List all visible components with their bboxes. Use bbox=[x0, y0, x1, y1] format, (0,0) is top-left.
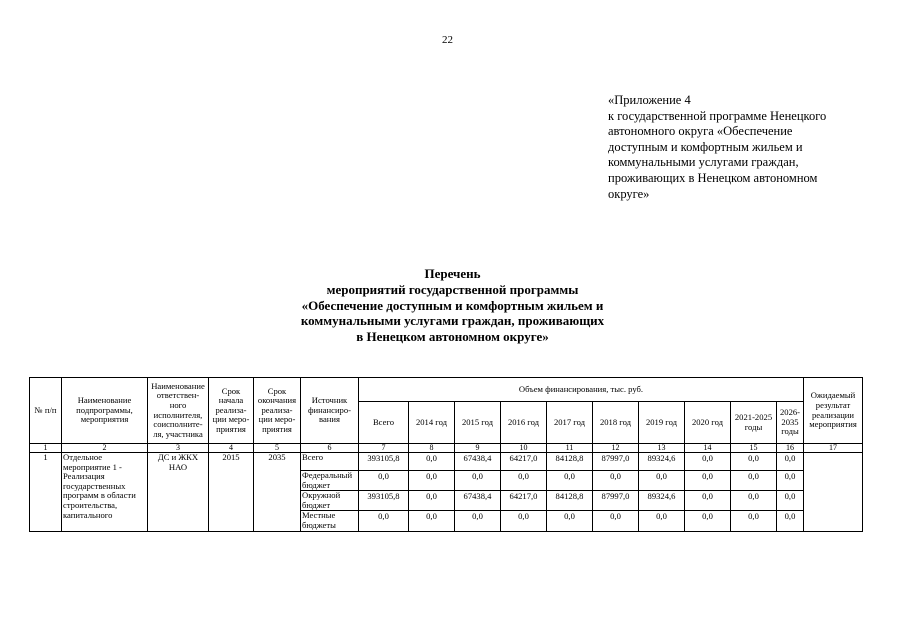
measures-table bbox=[29, 377, 863, 532]
column-number: 6 bbox=[301, 444, 359, 453]
row-value: 0,0 bbox=[777, 453, 804, 471]
row-value: 0,0 bbox=[455, 511, 501, 531]
row-value: 0,0 bbox=[547, 511, 593, 531]
row-value: 84128,8 bbox=[547, 453, 593, 471]
row-value: 0,0 bbox=[455, 471, 501, 491]
row-value: 0,0 bbox=[501, 471, 547, 491]
row-source: Окружной бюджет bbox=[301, 491, 359, 511]
header-executor: Наименование ответствен-ного исполнителя, соисполните-ля, участника bbox=[148, 378, 209, 444]
header-row bbox=[30, 378, 863, 402]
row-executor: ДС и ЖКХ НАО bbox=[148, 453, 209, 532]
table-row bbox=[30, 453, 863, 471]
column-number: 3 bbox=[148, 444, 209, 453]
row-value: 0,0 bbox=[639, 511, 685, 531]
row-value: 0,0 bbox=[359, 511, 409, 531]
row-value: 0,0 bbox=[731, 491, 777, 511]
row-value: 0,0 bbox=[777, 511, 804, 531]
row-result bbox=[804, 453, 863, 532]
appendix-note bbox=[608, 93, 858, 202]
header-year: 2015 год bbox=[455, 402, 501, 444]
column-number: 17 bbox=[804, 444, 863, 453]
row-value: 87997,0 bbox=[593, 453, 639, 471]
row-value: 0,0 bbox=[685, 491, 731, 511]
column-number: 16 bbox=[777, 444, 804, 453]
row-value: 0,0 bbox=[501, 511, 547, 531]
row-end: 2035 bbox=[254, 453, 301, 532]
row-value: 0,0 bbox=[593, 471, 639, 491]
column-number: 14 bbox=[685, 444, 731, 453]
row-value: 0,0 bbox=[777, 471, 804, 491]
row-value: 0,0 bbox=[685, 471, 731, 491]
appendix-line: доступным и комфортным жильем и bbox=[608, 139, 803, 154]
column-number: 9 bbox=[455, 444, 501, 453]
column-number: 2 bbox=[62, 444, 148, 453]
row-source: Всего bbox=[301, 453, 359, 471]
header-year: Всего bbox=[359, 402, 409, 444]
column-number: 1 bbox=[30, 444, 62, 453]
appendix-line: автономного округа «Обеспечение bbox=[608, 124, 793, 139]
header-name: Наименование подпрограммы, мероприятия bbox=[62, 378, 148, 444]
header-num: № п/п bbox=[30, 378, 62, 444]
appendix-line: к государственной программе Ненецкого bbox=[608, 108, 827, 123]
row-value: 67438,4 bbox=[455, 491, 501, 511]
header-source: Источник финансиро-вания bbox=[301, 378, 359, 444]
row-value: 0,0 bbox=[639, 471, 685, 491]
column-number: 4 bbox=[209, 444, 254, 453]
row-measure-name: Отдельное мероприятие 1 - Реализация государственных программ в области строительства, капитального bbox=[62, 453, 148, 532]
column-number: 15 bbox=[731, 444, 777, 453]
row-start: 2015 bbox=[209, 453, 254, 532]
title-line: коммунальными услугами граждан, проживающих bbox=[300, 313, 605, 329]
column-number: 5 bbox=[254, 444, 301, 453]
row-value: 0,0 bbox=[731, 471, 777, 491]
appendix-line: «Приложение 4 bbox=[608, 93, 691, 107]
header-year: 2018 год bbox=[593, 402, 639, 444]
row-value: 0,0 bbox=[409, 453, 455, 471]
header-result: Ожидаемый результат реализации мероприятия bbox=[804, 378, 863, 444]
header-year: 2020 год bbox=[685, 402, 731, 444]
header-year: 2017 год bbox=[547, 402, 593, 444]
appendix-line: проживающих в Ненецком автономном bbox=[608, 170, 818, 185]
row-value: 84128,8 bbox=[547, 491, 593, 511]
page-number: 22 bbox=[442, 34, 453, 46]
row-value: 0,0 bbox=[409, 511, 455, 531]
title-line: Перечень bbox=[424, 266, 481, 281]
row-value: 64217,0 bbox=[501, 453, 547, 471]
header-year: 2014 год bbox=[409, 402, 455, 444]
header-year: 2016 год bbox=[501, 402, 547, 444]
row-value: 0,0 bbox=[685, 511, 731, 531]
row-value: 0,0 bbox=[685, 453, 731, 471]
appendix-line: округе» bbox=[608, 186, 650, 201]
row-value: 393105,8 bbox=[359, 491, 409, 511]
column-number: 13 bbox=[639, 444, 685, 453]
title-line: в Ненецком автономном округе» bbox=[356, 329, 549, 345]
appendix-line: коммунальными услугами граждан, bbox=[608, 155, 799, 170]
title-line: мероприятий государственной программы bbox=[326, 281, 579, 297]
column-number: 8 bbox=[409, 444, 455, 453]
document-title bbox=[200, 266, 705, 345]
row-value: 0,0 bbox=[777, 491, 804, 511]
row-num: 1 bbox=[30, 453, 62, 532]
row-value: 64217,0 bbox=[501, 491, 547, 511]
column-number: 12 bbox=[593, 444, 639, 453]
column-number: 7 bbox=[359, 444, 409, 453]
row-value: 87997,0 bbox=[593, 491, 639, 511]
row-value: 0,0 bbox=[409, 471, 455, 491]
column-number: 10 bbox=[501, 444, 547, 453]
row-value: 0,0 bbox=[593, 511, 639, 531]
row-source: Местные бюджеты bbox=[301, 511, 359, 531]
row-value: 89324,6 bbox=[639, 453, 685, 471]
column-number: 11 bbox=[547, 444, 593, 453]
header-funding: Объем финансирования, тыс. руб. bbox=[359, 378, 804, 402]
row-value: 0,0 bbox=[731, 453, 777, 471]
header-year: 2026-2035 годы bbox=[777, 402, 804, 444]
header-year: 2021-2025 годы bbox=[731, 402, 777, 444]
row-value: 0,0 bbox=[359, 471, 409, 491]
header-start: Срок начала реализа-ции меро-приятия bbox=[209, 378, 254, 444]
header-end: Срок окончания реализа-ции меро-приятия bbox=[254, 378, 301, 444]
row-source: Федеральный бюджет bbox=[301, 471, 359, 491]
header-year: 2019 год bbox=[639, 402, 685, 444]
row-value: 0,0 bbox=[409, 491, 455, 511]
row-value: 89324,6 bbox=[639, 491, 685, 511]
row-value: 0,0 bbox=[731, 511, 777, 531]
title-line: «Обеспечение доступным и комфортным жильем и bbox=[301, 297, 604, 313]
column-numbers-row bbox=[30, 444, 863, 453]
row-value: 393105,8 bbox=[359, 453, 409, 471]
row-value: 0,0 bbox=[547, 471, 593, 491]
row-value: 67438,4 bbox=[455, 453, 501, 471]
